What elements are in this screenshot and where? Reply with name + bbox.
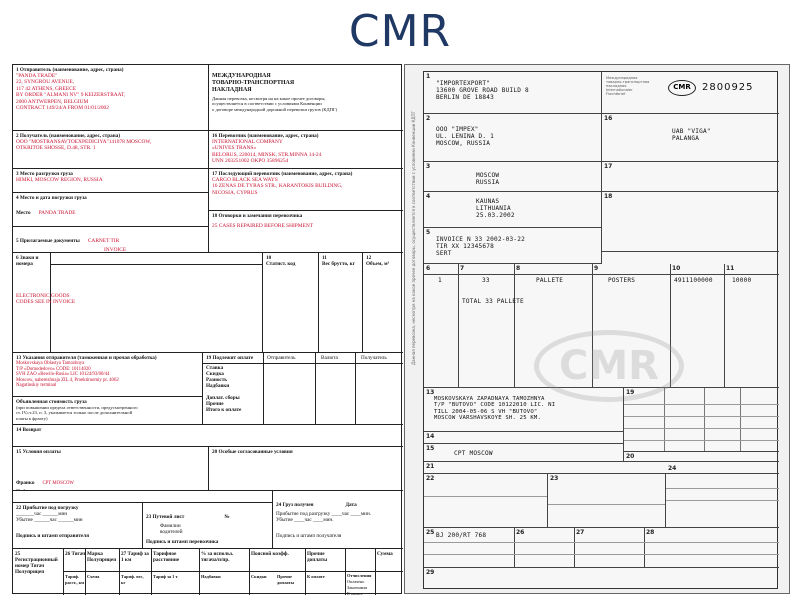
payment-col-currency: Валюта [321,355,338,361]
sender-sign-label: Подпись и штамп отправителя [16,533,90,539]
box-24-date-label: Дата [345,502,357,508]
payment-col-consignee: Получатель [361,355,387,361]
goods-cell: 4911100000 [674,277,713,284]
box-19-payment [203,353,403,425]
box-number: 21 [426,463,435,470]
carrier-remarks: 25 CASES REPAIRED BEFORE SHIPMENT [212,223,314,229]
goods-cell: POSTERS [608,277,636,284]
box-1-label: 1 Отправитель (наименование, адрес, страна) [16,67,124,73]
tariff-cell: Надбавки [201,574,221,579]
rf-carrier-line: UAB "VIGA" [672,128,711,135]
tariff-summary-line: Оплачено [347,579,365,584]
box-22-label: 22 Прибытие под погрузку [16,505,79,511]
rf-sender-line: BERLIN DE 18843 [436,94,495,101]
header-tiny-line: Internationaler [606,88,633,92]
box-number: 6 [426,265,431,272]
carrier-line: UNN 203251002 OKPO 35896254 [212,158,289,165]
box-number: 17 [604,163,613,170]
rf-box-25-28 [424,528,779,568]
payment-row: Прочие [206,401,224,407]
cmr-document-number: 2800925 [702,82,754,93]
tariff-cell: Тариф. вес, кг [121,574,144,585]
goods-header-row [51,253,263,265]
waybill-no: № [224,514,230,520]
header-tiny-line: накладная [606,84,627,88]
col-10-label: Статист. код [266,261,296,267]
unloading-place: HIMKI, MOSCOW REGION, RUSSIA [16,177,103,183]
box-number: 16 [604,115,613,122]
box-number: 4 [426,193,431,200]
box-4-label: 4 Место и дата погрузки груза [16,195,87,201]
rf-document-line: INVOICE N 33 2002-03-22 [436,236,525,243]
rf-instruction-line: MOSCOW VARSHAVSKOYE SH. 25 KM. [434,415,542,422]
box-number: 15 [426,445,435,452]
carrier-line: INTERNATIONAL COMPANY [212,139,283,145]
col-12 [363,253,403,353]
rf-vehicle-number: BJ 200/RT 768 [436,532,487,539]
col-12-number: 12 [366,255,372,261]
sender-line: CONTRACT 149/24/A FROM 01/01/2002 [16,105,109,112]
goods-cell: PALLETE [536,277,564,284]
box-4-loading [13,193,209,227]
header-title-line: НАКЛАДНАЯ [212,87,252,93]
tariff-cell: К оплате [307,574,325,579]
receiver-sign-label: Подпись и штамп получателя [276,533,342,539]
payment-row: Скидка [206,371,224,377]
box-5-documents [13,227,209,253]
side-text: Данная перевозка, несмотря на какое прочее договоры, осуществляется в соответствии с условиями Конвенции КДПГ [411,111,416,365]
rf-box-19 [624,388,779,452]
box-17-label: 17 Последующий перевозчик (наименование, адрес, страна) [212,171,353,177]
declared-label: Объявленная стоимость груза [16,399,87,405]
franco-label: Франко [16,480,35,486]
tariff-summary-line: Заказчиком [347,585,368,590]
place-value: PANDA TRADE [38,210,76,216]
scanned-form-frame [423,71,778,589]
rf-unloading-line: RUSSIA [476,179,500,186]
box-number: 19 [626,389,635,396]
sender-line: 2000 ANTWERPEN, BELGIUM [16,98,89,105]
document-line: INVOICE [104,247,127,253]
box-3-unloading [13,169,209,193]
carrier-sign-label: Подпись и штамп перевозчика [146,539,219,545]
rf-payment-terms: CPT MOSCOW [454,450,493,457]
sender-line: BY ORDER "ALMANI NV" 9 KEIZERSTRAAT, [16,92,126,99]
instruction-line: SVH ZAO «Rewilo-Rusia» LIC 10124/93/00/44 [16,372,110,378]
goods-line: ELECTRONIC GOODS [16,293,70,299]
box-number: 8 [516,265,521,272]
rf-carrier-line: PALANGA [672,135,700,142]
declared-note: (при повышении предела ответственности, предусмотренного [16,405,138,410]
rf-loading-line: KAUNAS [476,198,500,205]
rf-box-5-documents [424,228,602,264]
box-16-carrier [209,131,403,169]
rf-box-16-carrier [602,114,779,162]
consignee-line: OOO "MOSTRANSAVTOEXPEDICIYA"141078 MOSCOW, [16,139,152,145]
box-14-return [13,425,403,447]
tariff-table [13,549,403,595]
box-16-label: 16 Перевозчик (наименование, адрес, страна) [212,133,319,139]
box-5-label: 5 Прилагаемые документы [16,238,80,244]
cmr-form-russian [12,64,402,594]
header-title-line: ТОВАРНО-ТРАНСПОРТНАЯ [212,80,295,86]
box-number: 7 [460,265,465,272]
payment-row: Доплат. сборы [206,395,240,401]
col-11-label: Вес брутто, кг [322,261,355,267]
box-20-special-conditions [209,447,403,491]
rf-box-14 [424,432,624,444]
payment-row: Разность [206,377,228,383]
rf-box-23 [548,474,666,528]
cmr-form-scanned [404,64,790,594]
header-tiny-line: товарно-транспортная [606,80,650,84]
rf-consignee-line: OOO "IMPEX" [436,126,479,133]
instruction-line: T/P «Domodedovo» CODE: 10114020 [16,366,91,372]
carrier-line: BELORUS, 220014, MINSK, STR.MINNA 14-24 [212,151,322,158]
box-13-label: 13 Указания отправителя (таможенная и прочая обработка) [16,355,157,361]
box-1-sender [13,65,209,131]
tariff-header: Сумма [377,551,393,557]
box-14-label: 14 Возврат [16,427,42,433]
tariff-header: Поясной коэфф. [251,551,289,557]
rf-box-2-consignee [424,114,602,162]
sender-line: 117 42 ATHENS, GREECE [16,85,76,92]
payment-col-sender: Отправитель [267,355,296,361]
box-18-carrier-remarks [209,211,403,253]
rf-box-17 [602,162,779,192]
box-number: 24 [668,465,677,472]
col-10-number: 10 [266,255,272,261]
tariff-summary-line: Отчисления [347,573,372,578]
drivers-line: водителей [160,529,183,535]
box-19-label: 19 Подлежит оплате [206,355,254,361]
tariff-header: 25 Регистрационный номер Тягач Полуприцеп [15,551,58,575]
header-title-line: МЕЖДУНАРОДНАЯ [212,73,271,79]
drivers-line: Фамилии [160,523,181,529]
box-22-arrival-loading [13,503,143,549]
rf-box-18 [602,192,779,252]
cmr-watermark: CMR [534,330,684,402]
next-carrier-line: NICOSIA, CYPRUS [212,189,258,196]
rf-box-29 [424,568,779,590]
goods-line: CODES SEE IN INVOICE [16,299,76,306]
tariff-summary-line: К оплате [347,591,363,595]
arrival-line: _______час ______мин [16,511,68,517]
box-number: 11 [726,265,735,272]
next-carrier-line: CARGO BLACK SEA WAYS [212,177,278,183]
header-note-line: осуществляется в соответствии с условиями Конвенции [212,101,322,107]
rf-box-3-unloading [424,162,602,192]
box-number: 10 [672,265,681,272]
instruction-line: Nagatinskiy terminal [16,383,57,389]
box-number: 18 [604,193,613,200]
rf-instruction-line: TILL 2004-05-06 S VH "BUTOVO" [434,408,538,415]
received-line: Прибытие под разгрузку ____час ____мин. [276,511,372,517]
box-number: 26 [516,529,525,536]
header-tiny-line: Frachtbrief [606,92,626,96]
goods-cell: 33 [482,277,490,284]
box-number: 9 [594,265,599,272]
tariff-cell: Прочие доплаты [277,574,295,585]
tariff-cell: Тариф. расст., км [65,574,85,585]
tariff-cell: Скидки [251,574,267,579]
form-header [209,65,403,131]
tariff-cell: Схема [87,574,100,579]
box-21-issued [13,491,273,503]
instruction-line: Moskovskaya Oblastya Tamozhnya [16,361,85,366]
box-number: 2 [426,115,431,122]
box-number: 13 [426,389,435,396]
tariff-header: Марка Полуприцеп [87,551,117,563]
box-2-consignee [13,131,209,169]
sender-line: 22, SYNGROU AVENUE, [16,79,75,86]
header-note-line: о договоре международной дорожной перевозки грузов (КДПГ) [212,106,338,112]
declared-note: платы к фрахту) [16,415,48,421]
box-number: 3 [426,163,431,170]
rf-box-24 [666,464,779,528]
box-24-label: 24 Груз получен [276,502,314,508]
goods-cell: 10000 [732,277,752,284]
sender-line: "PANDA TRADE" [16,73,58,79]
box-3-label: 3 Место разгрузки груза [16,171,73,177]
header-tiny-line: Международная [606,76,638,80]
rf-box-20 [624,452,779,462]
box-15-payment-terms [13,447,209,491]
box-15-label: 15 Условия оплаты [16,449,61,455]
rf-consignee-line: MOSCOW, RUSSIA [436,140,491,147]
goods-cell: 1 [438,277,442,284]
col-10 [263,253,319,353]
box-number: 14 [426,433,435,440]
rf-loading-line: 25.03.2002 [476,212,515,219]
box-number: 20 [626,453,635,460]
goods-body [13,265,263,353]
rf-box-15 [424,444,624,462]
box-13-sender-instructions [13,353,203,397]
carrier-line: «UNIVES TRANS» [212,145,257,152]
box-number: 27 [576,529,585,536]
declared-value [13,397,203,425]
rf-box-4-loading [424,192,602,228]
rf-sender-line: 13600 GROVE ROAD BUILD 8 [436,87,529,94]
box-20-label: 20 Особые согласованные условия [212,449,293,455]
col-6-label: 6 Знаки и номера [16,255,39,267]
box-number: 1 [426,73,431,80]
payment-row: Надбавки [206,383,230,389]
rf-box-13-instructions [424,388,624,432]
tariff-header: Тарифное расстояние [153,551,180,563]
col-12-label: Объем, м³ [366,261,390,267]
goods-total: TOTAL 33 PALLETE [462,298,524,305]
box-17-next-carrier [209,169,403,211]
rf-unloading-line: MOSCOW [476,172,500,179]
rf-document-line: TIR XX 12345678 [436,243,495,250]
box-number: 25 [426,529,435,536]
tariff-header: 27 Тариф за 1 км [121,551,149,563]
box-number: 28 [646,529,655,536]
box-number: 22 [426,475,435,482]
document-line: CARNET TIR [87,238,120,244]
tariff-header: Прочие доплаты [307,551,328,563]
payment-row: Ставка [206,365,224,371]
tariff-header: % за использ. тягача/п/пр. [201,551,234,563]
page-title: CMR [348,6,452,57]
box-18-label: 18 Оговорки и замечания перевозчика [212,213,303,219]
next-carrier-line: 16 ZENAS DE TYRAS STR., KARANTOKIS BUILDING, [212,183,343,190]
rf-consignee-line: UL. LENINA D. 1 [436,133,495,140]
payment-row: Итого к оплате [206,407,242,413]
rf-box-22 [424,474,548,528]
box-number: 29 [426,569,435,576]
box-23-waybill [143,503,273,549]
cmr-logo: CMR [668,80,696,96]
tariff-header: 26 Тягач [65,551,86,557]
box-2-label: 2 Получатель (наименование, адрес, страна) [16,133,121,139]
place-label: Место [16,210,31,216]
rf-document-line: SERT [436,250,452,257]
tariff-cell: Тариф за 1 т [153,574,178,579]
col-11 [319,253,363,353]
rf-sender-line: "IMPORTEXPORT" [436,80,491,87]
received-line: Убытие ____час ____мин. [276,517,334,523]
rf-instruction-line: T/P "BUTOVO" CODE 10122010 LIC. NI [434,402,556,409]
box-23-label: 23 Путевой лист [146,514,185,520]
rf-loading-line: LITHUANIA [476,205,511,212]
tariff-summary [347,573,371,595]
franco-value: CPT MOSCOW [42,481,74,486]
box-24-goods-received [273,491,403,549]
header-note-line: Данная перевозка, несмотря на на какое прочее договоры, [212,96,326,101]
rf-header-area [602,72,779,114]
instruction-line: Moscow, naberezhnaja ZIL 4, Proektiruemiy pr. 4062 [16,377,119,383]
rf-box-1-sender [424,72,602,114]
col-11-number: 11 [322,255,327,261]
consignee-line: OTKRITOE SHOSSE, D.48, STR. 1 [16,145,96,152]
box-number: 5 [426,229,431,236]
arrival-line: Убытие ______час ______мин [16,517,83,523]
declared-note: ст. IV,ст.23, п. 3, указывается только после дополнительной [16,410,133,416]
rf-instruction-line: MOSKOVSKAYA ZAPADNAYA TAMOZHNYA [434,396,545,402]
box-number: 23 [550,475,559,482]
